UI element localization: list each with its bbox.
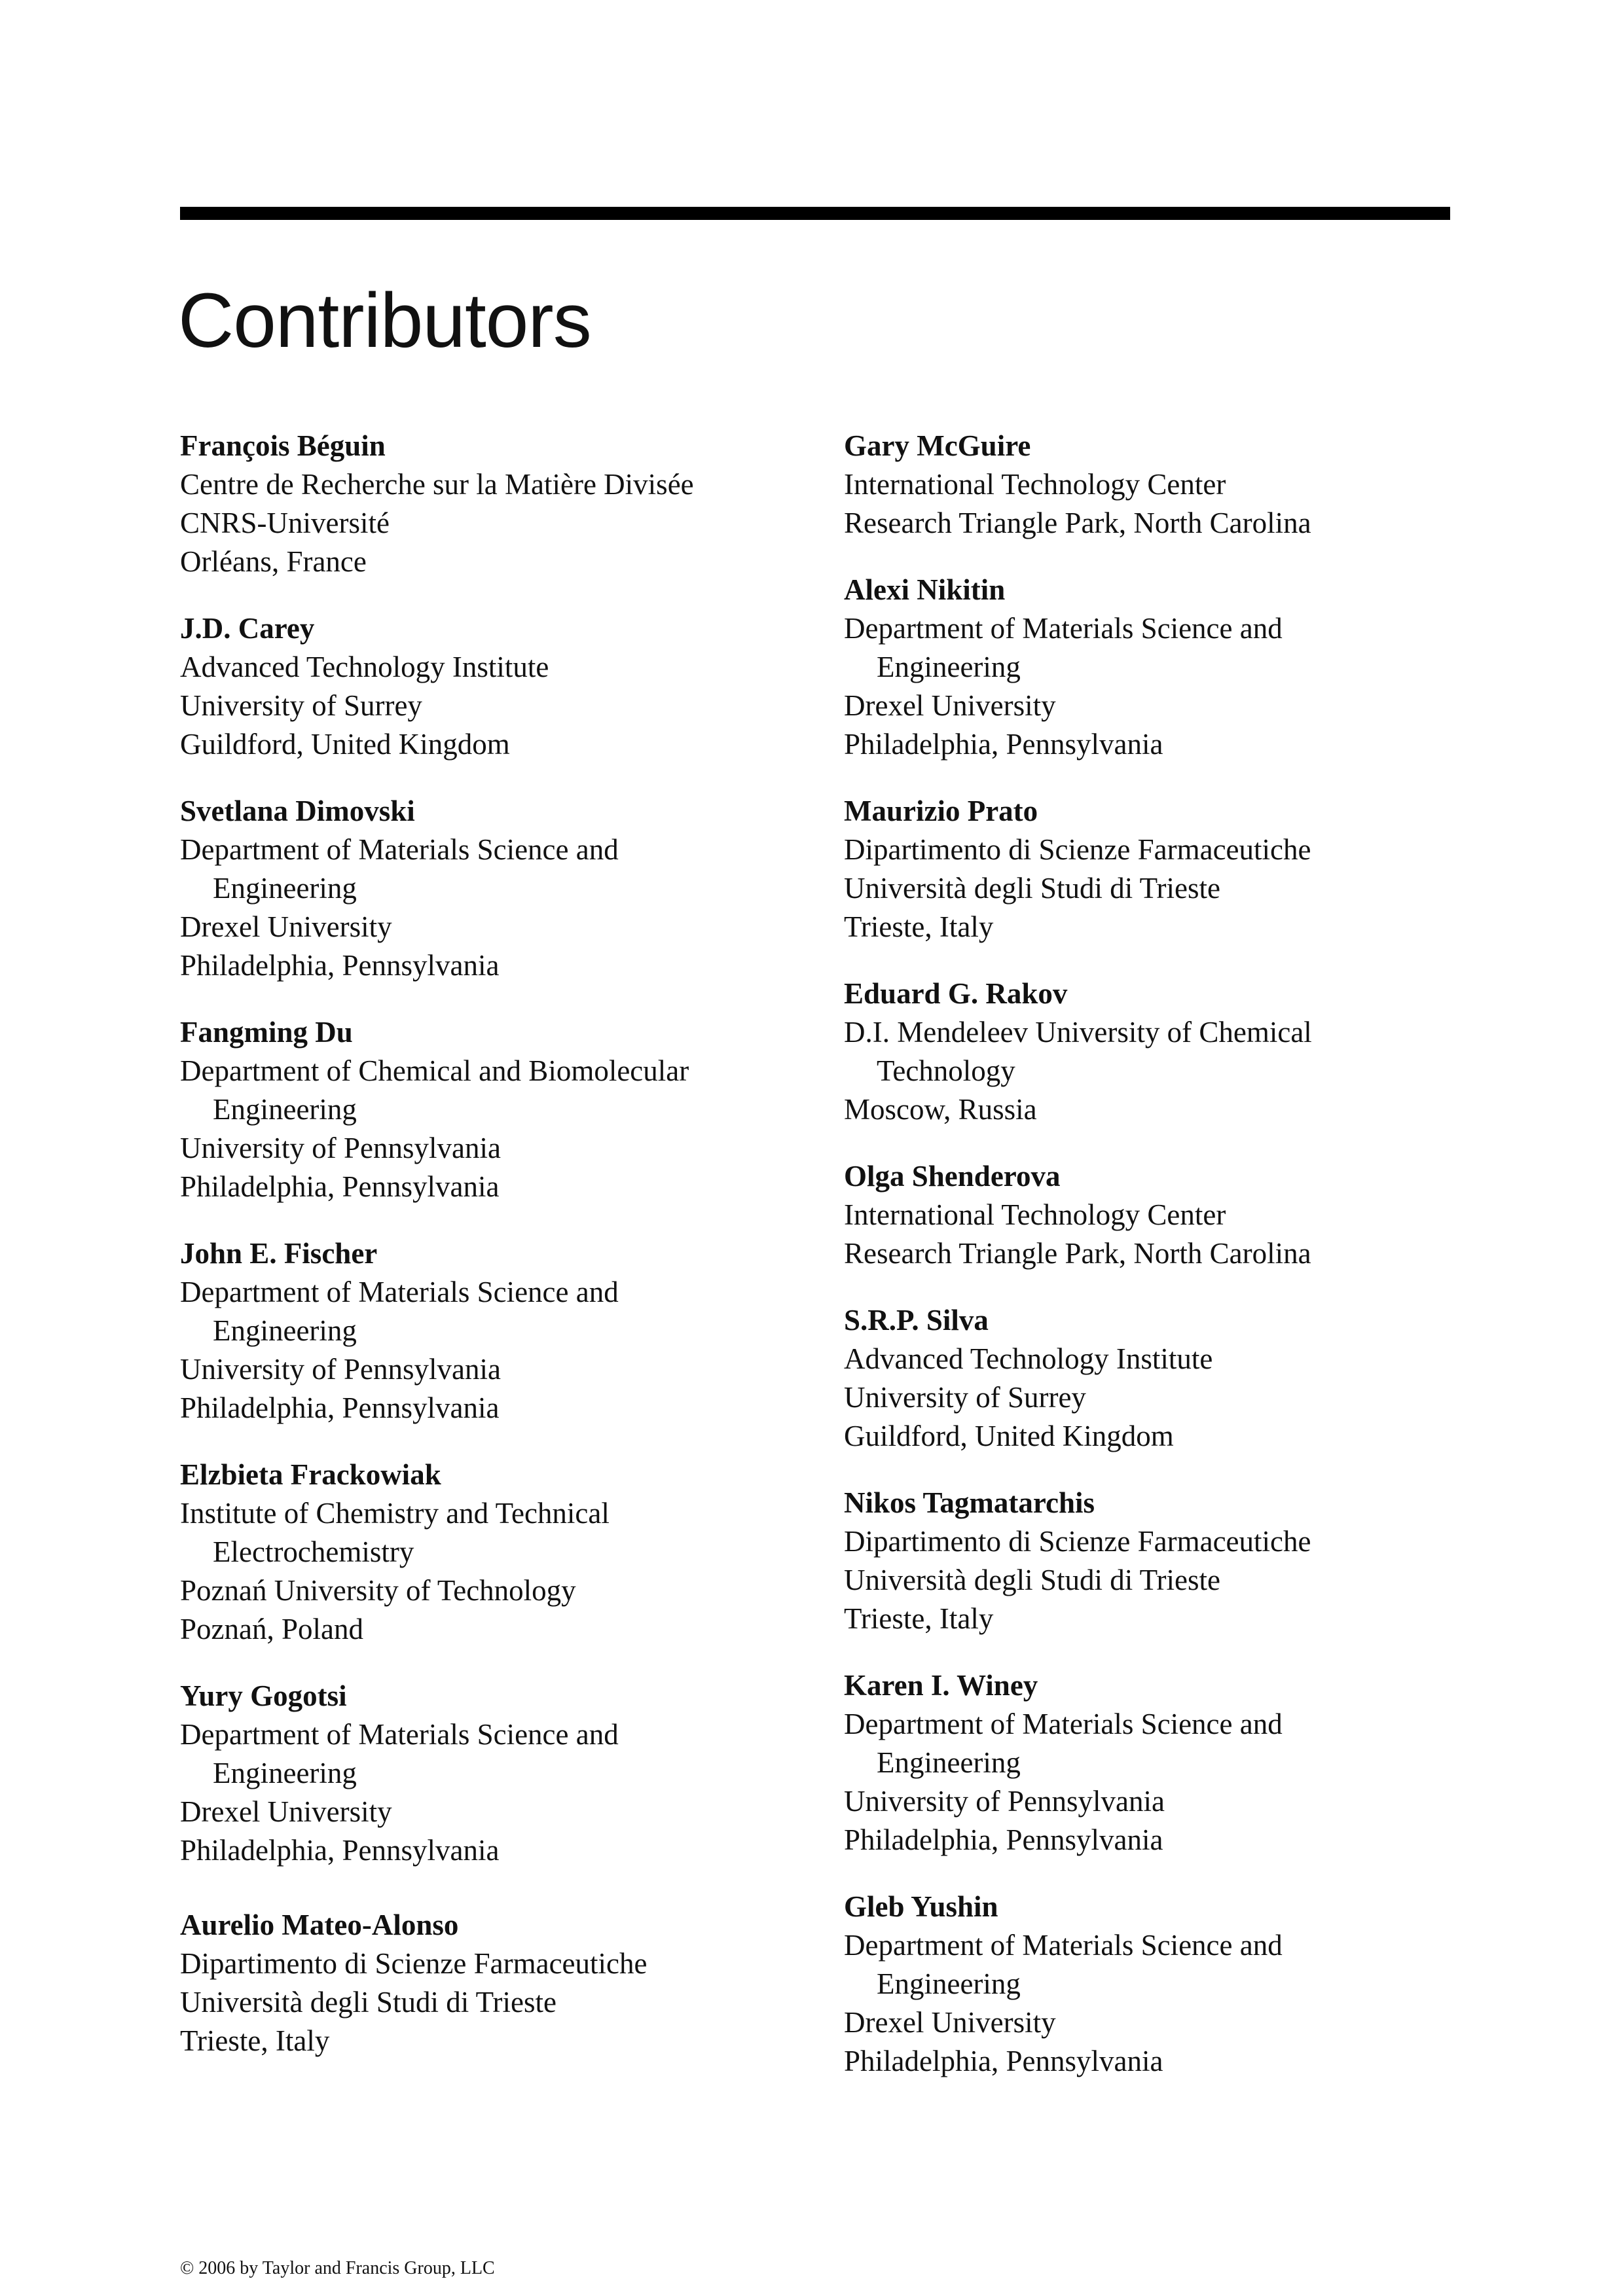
- affiliation-line: International Technology Center: [844, 1198, 1226, 1231]
- affiliation-line: Università degli Studi di Trieste: [844, 1564, 1221, 1596]
- contributor-entry: [844, 1157, 1472, 1273]
- affiliation-line: Engineering: [213, 872, 357, 905]
- affiliation-line: Moscow, Russia: [844, 1093, 1037, 1126]
- contributor-name: Eduard G. Rakov: [844, 977, 1068, 1010]
- affiliation-line: University of Pennsylvania: [844, 1785, 1165, 1818]
- contributor-name: Maurizio Prato: [844, 795, 1038, 827]
- contributor-name: Alexi Nikitin: [844, 573, 1006, 606]
- contributor-name: Gary McGuire: [844, 429, 1031, 462]
- affiliation-line: Philadelphia, Pennsylvania: [180, 1834, 500, 1867]
- affiliation-line: Department of Chemical and Biomolecular: [180, 1054, 689, 1087]
- affiliation-line: Philadelphia, Pennsylvania: [180, 949, 500, 982]
- affiliation-line: Drexel University: [180, 910, 392, 943]
- contributor-name: Karen I. Winey: [844, 1669, 1038, 1702]
- affiliation-line: Technology: [877, 1054, 1015, 1087]
- contributor-entry: [844, 1301, 1472, 1456]
- affiliation-line: Università degli Studi di Trieste: [180, 1986, 557, 2018]
- affiliation-line: Engineering: [877, 1746, 1021, 1779]
- affiliation-line: Philadelphia, Pennsylvania: [180, 1391, 500, 1424]
- contributor-entry: [844, 792, 1472, 946]
- affiliation-line: Research Triangle Park, North Carolina: [844, 1237, 1311, 1270]
- contributor-name: Nikos Tagmatarchis: [844, 1486, 1095, 1519]
- contributor-name: Aurelio Mateo-Alonso: [180, 1909, 459, 1941]
- contributor-entry: [844, 1888, 1472, 2081]
- affiliation-line: Engineering: [877, 651, 1021, 683]
- affiliation-line: University of Surrey: [844, 1381, 1086, 1414]
- copyright-footer: © 2006 by Taylor and Francis Group, LLC: [180, 2258, 495, 2278]
- contributor-entry: [180, 1456, 809, 1649]
- contributor-entry: [180, 1234, 809, 1427]
- contributor-name: John E. Fischer: [180, 1237, 378, 1270]
- contributor-entry: [180, 1013, 809, 1206]
- affiliation-line: Department of Materials Science and: [844, 1708, 1283, 1740]
- affiliation-line: Department of Materials Science and: [844, 1929, 1283, 1962]
- affiliation-line: Department of Materials Science and: [180, 1718, 619, 1751]
- affiliation-line: Department of Materials Science and: [180, 1276, 619, 1308]
- contributor-entry: [180, 792, 809, 985]
- affiliation-line: Trieste, Italy: [180, 2024, 330, 2057]
- affiliation-line: Trieste, Italy: [844, 910, 994, 943]
- affiliation-line: CNRS-Université: [180, 507, 390, 539]
- affiliation-line: Institute of Chemistry and Technical: [180, 1497, 610, 1530]
- affiliation-line: Guildford, United Kingdom: [180, 728, 510, 761]
- affiliation-line: Engineering: [213, 1093, 357, 1126]
- affiliation-line: Engineering: [213, 1757, 357, 1789]
- affiliation-line: Philadelphia, Pennsylvania: [844, 728, 1163, 761]
- affiliation-line: Trieste, Italy: [844, 1602, 994, 1635]
- contributor-name: Svetlana Dimovski: [180, 795, 415, 827]
- affiliation-line: University of Surrey: [180, 689, 422, 722]
- affiliation-line: Dipartimento di Scienze Farmaceutiche: [844, 1525, 1311, 1558]
- affiliation-line: Drexel University: [844, 689, 1056, 722]
- affiliation-line: Orléans, France: [180, 545, 367, 578]
- affiliation-line: Philadelphia, Pennsylvania: [844, 2045, 1163, 2077]
- affiliation-line: Engineering: [877, 1967, 1021, 2000]
- contributor-entry: [844, 1666, 1472, 1859]
- top-rule: [180, 207, 1450, 220]
- contributor-name: S.R.P. Silva: [844, 1304, 989, 1336]
- affiliation-line: Drexel University: [180, 1795, 392, 1828]
- contributor-entry: [180, 1677, 809, 1870]
- contributor-name: Fangming Du: [180, 1016, 353, 1049]
- contributors-right-column: [844, 427, 1472, 2109]
- affiliation-line: Research Triangle Park, North Carolina: [844, 507, 1311, 539]
- affiliation-line: Guildford, United Kingdom: [844, 1420, 1174, 1452]
- affiliation-line: Dipartimento di Scienze Farmaceutiche: [180, 1947, 647, 1980]
- page-title: Contributors: [178, 278, 591, 364]
- contributor-name: Yury Gogotsi: [180, 1679, 347, 1712]
- affiliation-line: Centre de Recherche sur la Matière Divisée: [180, 468, 694, 501]
- affiliation-line: International Technology Center: [844, 468, 1226, 501]
- affiliation-line: D.I. Mendeleev University of Chemical: [844, 1016, 1312, 1049]
- contributor-entry: [844, 1484, 1472, 1638]
- affiliation-line: University of Pennsylvania: [180, 1132, 501, 1164]
- affiliation-line: Philadelphia, Pennsylvania: [180, 1170, 500, 1203]
- contributors-left-column: [180, 427, 809, 2089]
- contributor-name: J.D. Carey: [180, 612, 315, 645]
- contributor-entry: [180, 609, 809, 764]
- affiliation-line: University of Pennsylvania: [180, 1353, 501, 1386]
- contributor-name: Olga Shenderova: [844, 1160, 1061, 1193]
- contributor-entry: [844, 571, 1472, 764]
- affiliation-line: Advanced Technology Institute: [844, 1342, 1213, 1375]
- affiliation-line: Department of Materials Science and: [180, 833, 619, 866]
- affiliation-line: Poznań, Poland: [180, 1613, 363, 1645]
- affiliation-line: Dipartimento di Scienze Farmaceutiche: [844, 833, 1311, 866]
- contributor-entry: [844, 975, 1472, 1129]
- affiliation-line: Università degli Studi di Trieste: [844, 872, 1221, 905]
- affiliation-line: Philadelphia, Pennsylvania: [844, 1823, 1163, 1856]
- contributor-name: Gleb Yushin: [844, 1890, 998, 1923]
- contributor-name: François Béguin: [180, 429, 386, 462]
- contributor-entry: [180, 1906, 809, 2060]
- contributor-entry: [180, 427, 809, 581]
- contributor-name: Elzbieta Frackowiak: [180, 1458, 441, 1491]
- affiliation-line: Engineering: [213, 1314, 357, 1347]
- contributor-entry: [844, 427, 1472, 543]
- affiliation-line: Poznań University of Technology: [180, 1574, 576, 1607]
- affiliation-line: Drexel University: [844, 2006, 1056, 2039]
- affiliation-line: Advanced Technology Institute: [180, 651, 549, 683]
- affiliation-line: Electrochemistry: [213, 1535, 414, 1568]
- affiliation-line: Department of Materials Science and: [844, 612, 1283, 645]
